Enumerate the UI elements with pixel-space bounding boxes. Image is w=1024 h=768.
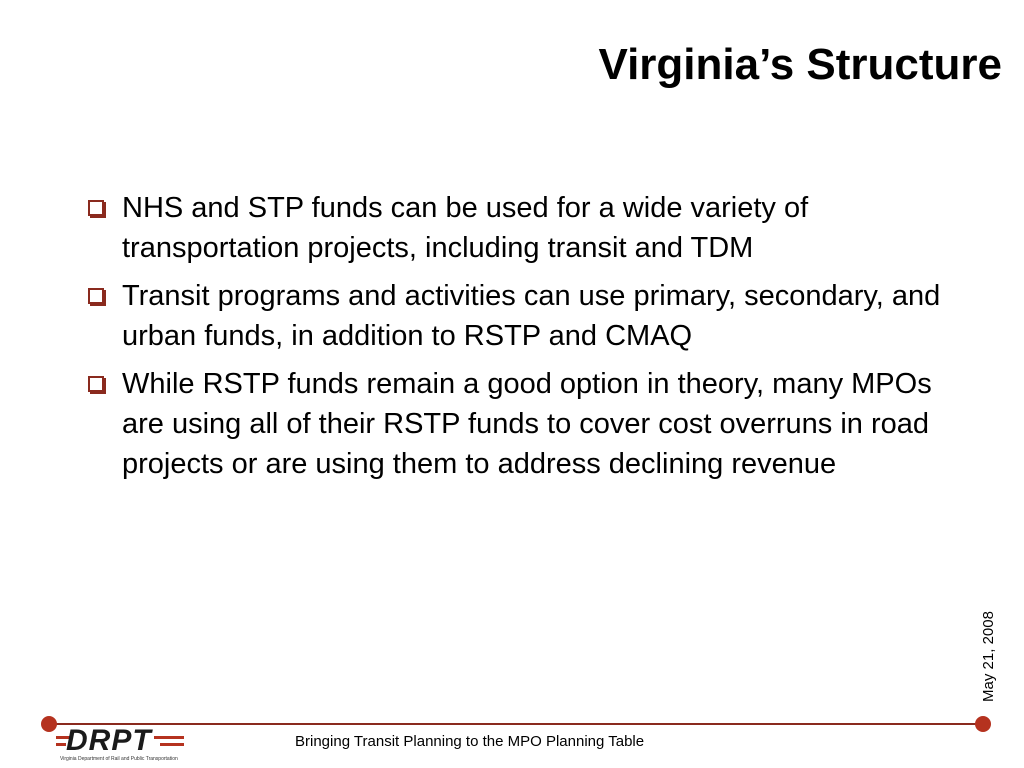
square-bullet-icon <box>88 288 104 304</box>
date-text: May 21, 2008 <box>979 610 997 702</box>
footer-dot-right-icon <box>975 716 991 732</box>
drpt-logo <box>56 726 196 764</box>
logo-subtext: Virginia Department of Rail and Public Transportation <box>60 756 178 762</box>
bullet-item <box>88 364 958 484</box>
footer-divider <box>48 723 984 725</box>
bullet-item <box>88 188 958 268</box>
bullet-text: While RSTP funds remain a good option in theory, many MPOs are using all of their RSTP funds to cover cost overruns in road projects or are using them to address declining revenue <box>122 368 932 480</box>
footer-dot-left-icon <box>41 716 57 732</box>
bullet-item <box>88 276 958 356</box>
logo-stripe <box>160 743 184 746</box>
date-label <box>973 602 1003 710</box>
square-bullet-icon <box>88 376 104 392</box>
logo-stripe <box>56 743 66 746</box>
bullet-text: NHS and STP funds can be used for a wide variety of transportation projects, including transit and TDM <box>122 192 809 264</box>
footer-caption: Bringing Transit Planning to the MPO Planning Table <box>295 733 645 750</box>
square-bullet-icon <box>88 200 104 216</box>
logo-text: DRPT <box>66 724 152 757</box>
logo-stripe <box>154 736 184 739</box>
bullet-list <box>88 188 958 492</box>
slide-title: Virginia’s Structure <box>598 40 1002 89</box>
bullet-text: Transit programs and activities can use primary, secondary, and urban funds, in addition to RSTP and CMAQ <box>122 280 941 352</box>
